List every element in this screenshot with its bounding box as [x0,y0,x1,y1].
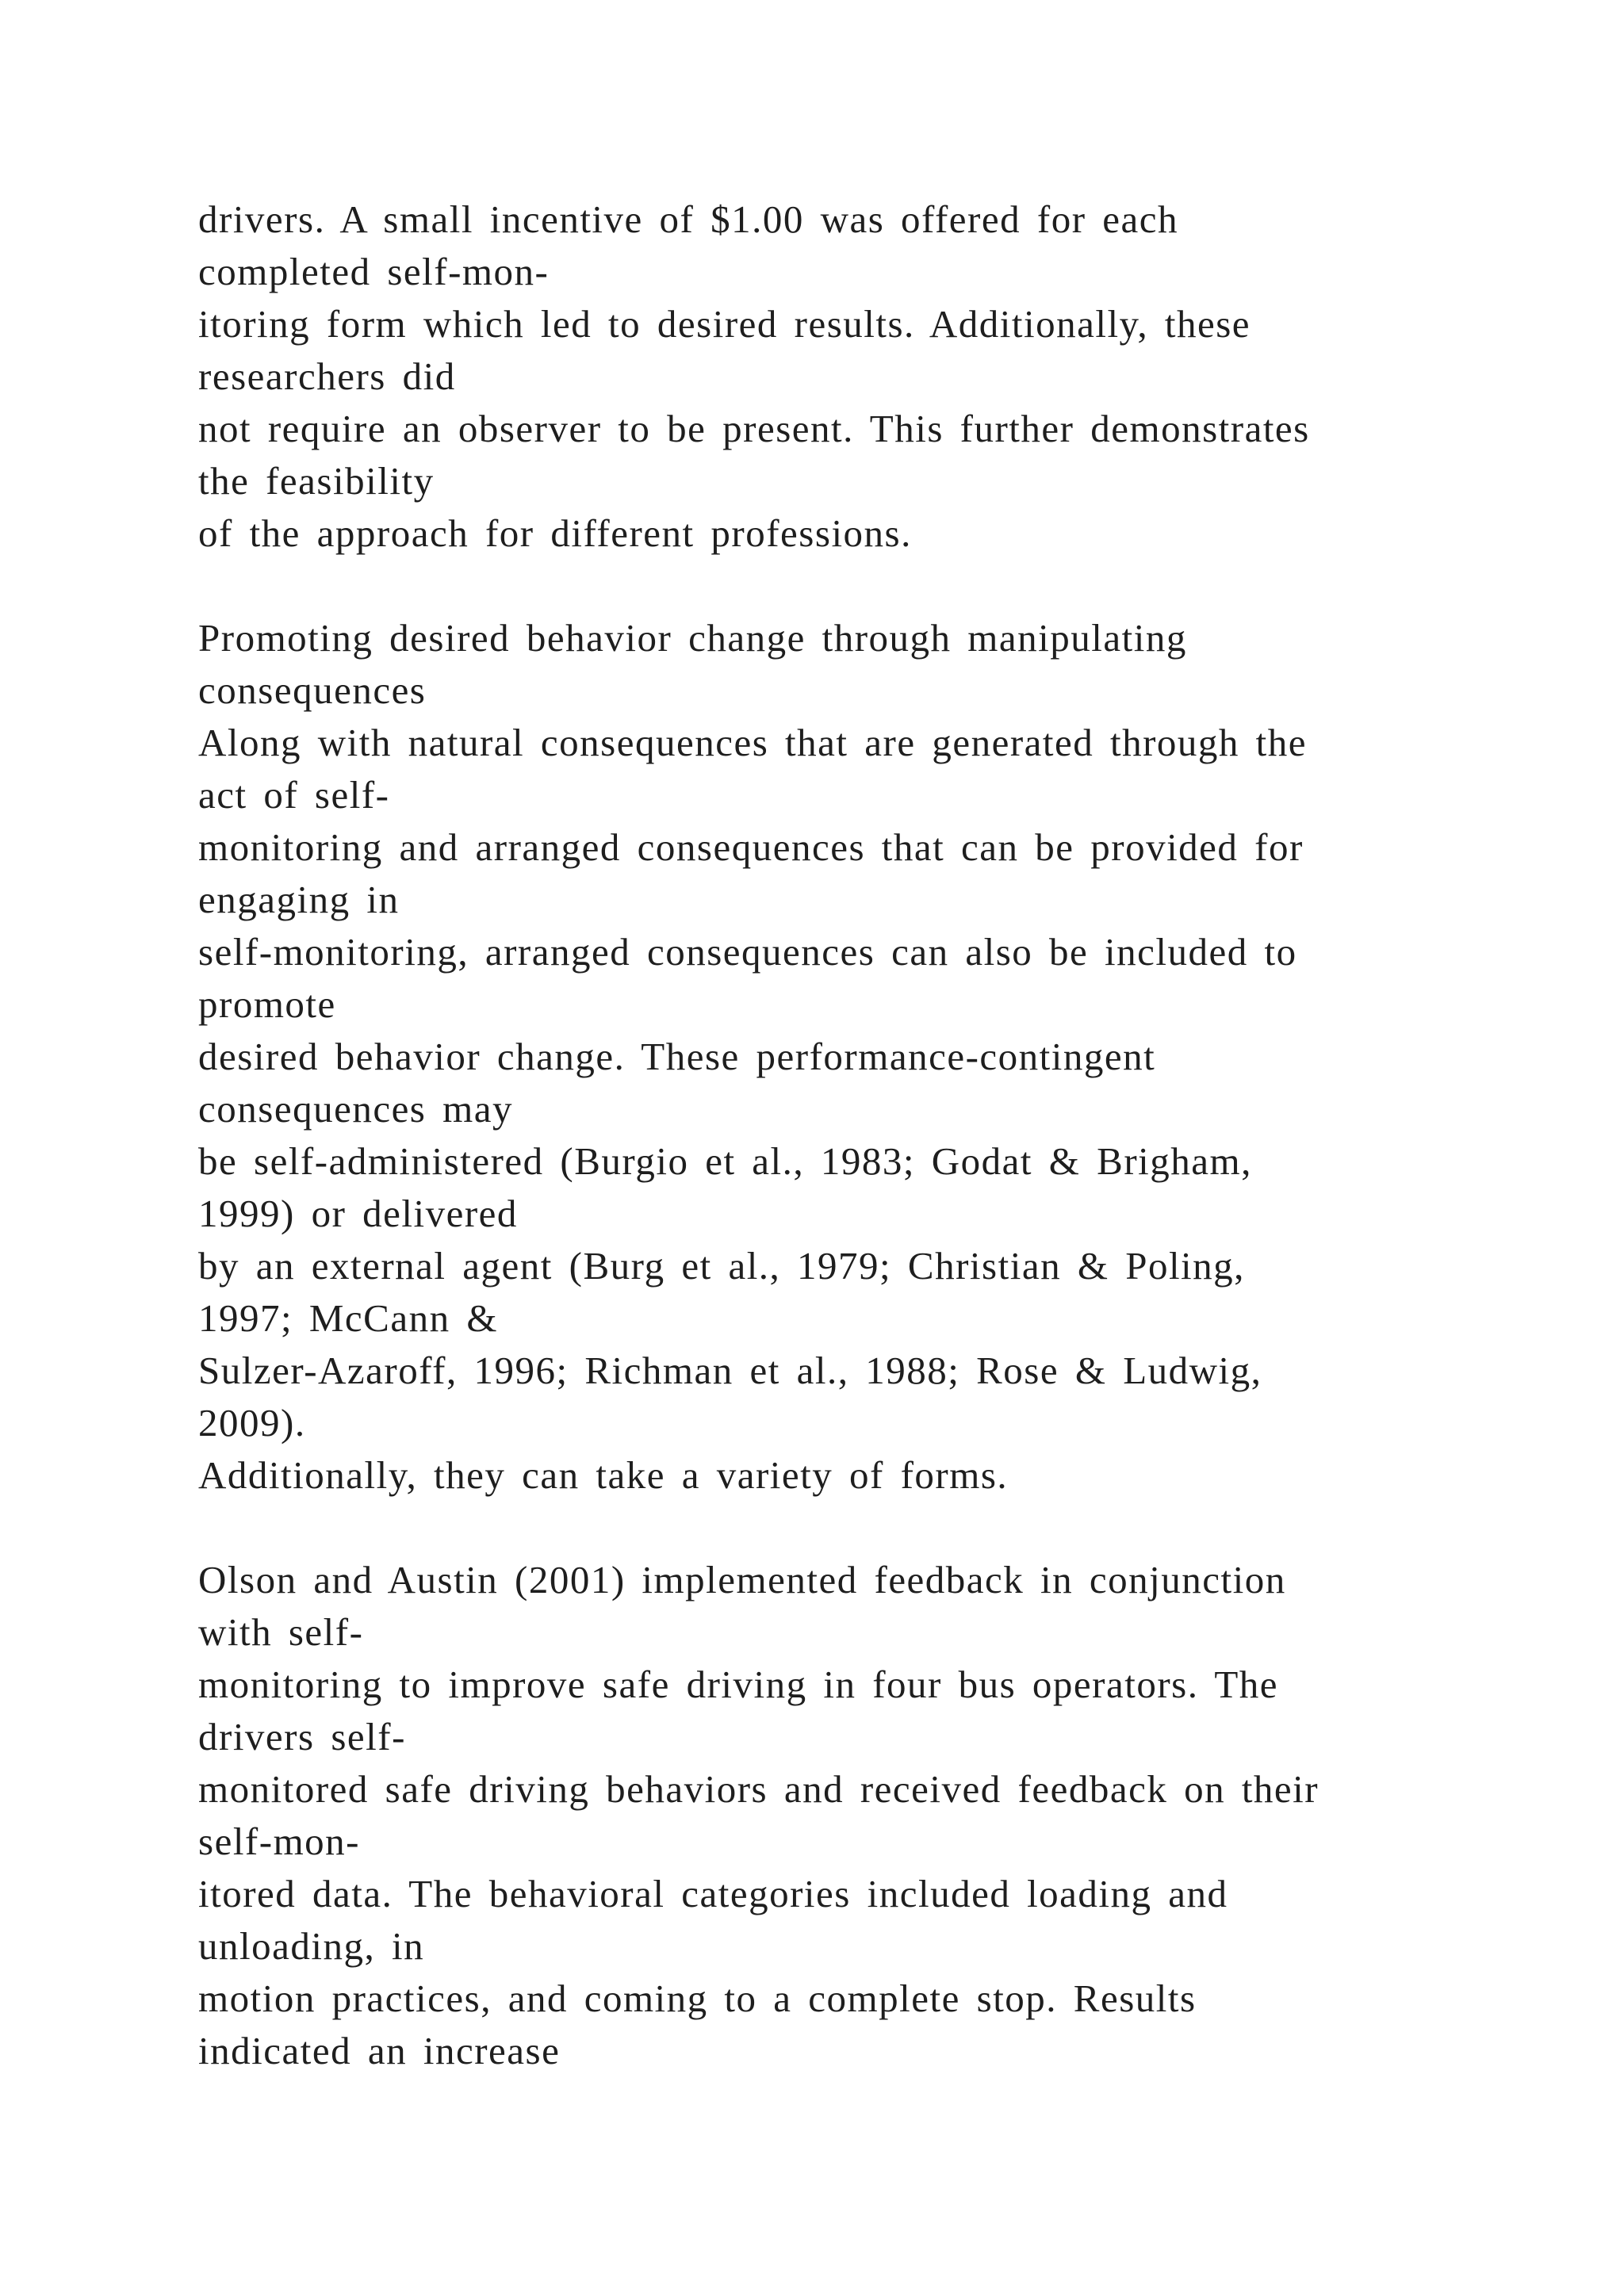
text-line: unloading, in [198,1924,425,1968]
text-line: monitoring and arranged consequences that can be provided for [198,825,1304,869]
text-line: drivers. A small incentive of $1.00 was offered for each [198,197,1179,241]
text-line: monitoring to improve safe driving in four bus operators. The [198,1663,1279,1706]
text-line: researchers did [198,354,456,398]
text-line: Along with natural consequences that are generated through the [198,721,1308,764]
paragraph-incentive [198,193,1499,560]
text-line: promote [198,982,336,1026]
text-line: itoring form which led to desired results. Additionally, these [198,302,1251,346]
paragraph-olson-austin [198,1554,1499,2077]
paragraph-gap [198,560,1499,612]
text-line: self-mon- [198,1820,360,1863]
text-line: of the approach for different professions. [198,511,912,555]
text-line: 1999) or delivered [198,1192,518,1235]
text-line: 1997; McCann & [198,1296,498,1340]
text-line: consequences may [198,1087,513,1131]
paragraph-consequences [198,612,1499,1502]
text-line: 2009). [198,1401,306,1445]
text-line: motion practices, and coming to a complete stop. Results [198,1976,1197,2020]
text-line: with self- [198,1610,364,1654]
text-line: Olson and Austin (2001) implemented feedback in conjunction [198,1558,1286,1601]
text-line: self-monitoring, arranged consequences can also be included to [198,930,1297,974]
text-line: engaging in [198,878,400,921]
text-line: not require an observer to be present. This further demonstrates [198,407,1310,450]
text-line: by an external agent (Burg et al., 1979; Christian & Poling, [198,1244,1245,1288]
text-line: indicated an increase [198,2029,561,2072]
text-line: drivers self- [198,1715,406,1758]
section-heading: Promoting desired behavior change through manipulating [198,616,1187,660]
text-line: Additionally, they can take a variety of forms. [198,1453,1009,1497]
text-line: desired behavior change. These performance-contingent [198,1035,1156,1078]
paragraph-gap [198,1502,1499,1554]
section-heading: consequences [198,668,427,712]
text-line: act of self- [198,773,390,817]
text-line: the feasibility [198,459,435,503]
text-line: completed self-mon- [198,250,550,293]
text-line: be self-administered (Burgio et al., 1983; Godat & Brigham, [198,1139,1252,1183]
document-body [198,193,1499,2077]
text-line: monitored safe driving behaviors and received feedback on their [198,1767,1320,1811]
text-line: Sulzer-Azaroff, 1996; Richman et al., 1988; Rose & Ludwig, [198,1349,1262,1392]
text-line: itored data. The behavioral categories included loading and [198,1872,1228,1915]
